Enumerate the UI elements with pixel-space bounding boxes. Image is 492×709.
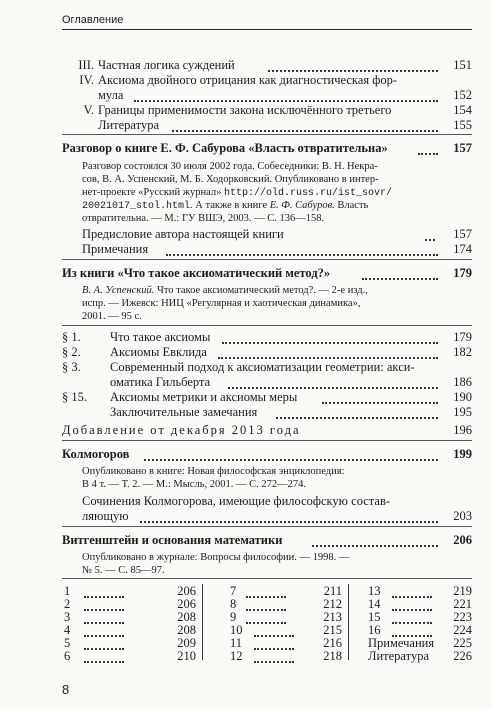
desc-line: испр. — Ижевск: НИЦ «Регулярная и хаотическая динамика», <box>82 298 361 309</box>
running-header: Оглавление <box>62 14 472 30</box>
leader-dots <box>172 129 438 132</box>
leader-dots <box>84 634 124 637</box>
index-number: 13 <box>368 584 381 598</box>
index-page: 226 <box>453 649 472 663</box>
desc-line: отвратительна. — М.: ГУ ВШЭ, 2003. — С. 136—158. <box>82 213 325 224</box>
index-page: 223 <box>453 610 472 624</box>
index-page: 224 <box>453 623 472 637</box>
entry-title: Аксиома двойного отрицания как диагностическая фор- <box>98 73 397 87</box>
leader-dots <box>84 660 124 663</box>
index-number: 6 <box>64 649 71 663</box>
leader-dots <box>84 595 124 598</box>
leader-dots <box>392 608 432 611</box>
leader-dots <box>166 253 438 256</box>
desc-line: Разговор состоялся 30 июля 2002 года. Собеседники: В. Н. Некра- <box>82 161 378 172</box>
leader-dots <box>218 356 438 359</box>
index-page: 218 <box>323 649 342 663</box>
entry-page: 174 <box>453 242 472 256</box>
entry-num: § 3. <box>62 360 81 374</box>
leader-dots <box>228 386 438 389</box>
index-number: Примечания <box>368 636 435 650</box>
desc-line: В. А. Успенский. Что такое аксиоматический метод?. — 2-е изд., <box>82 285 368 296</box>
entry-num: IV. <box>79 73 94 87</box>
leader-dots <box>84 621 124 624</box>
entry-num: III. <box>78 58 94 72</box>
leader-dots <box>84 608 124 611</box>
leader-dots <box>254 634 294 637</box>
entry-page: 186 <box>453 375 472 389</box>
entry-num: § 15. <box>62 390 87 404</box>
desc-line: 20021017_stol.html. А также в книге Е. Ф. Сабуров. Власть <box>82 200 369 212</box>
leader-dots <box>222 341 438 344</box>
index-page: 208 <box>177 623 196 637</box>
leader-dots <box>392 621 432 624</box>
index-page: 211 <box>323 584 342 598</box>
leader-dots <box>254 647 294 650</box>
index-page: 219 <box>453 584 472 598</box>
page-number: 8 <box>62 682 70 697</box>
column-divider <box>348 584 349 660</box>
entry-page: 152 <box>453 88 472 102</box>
index-number: 16 <box>368 623 381 637</box>
entry-page: 196 <box>453 423 472 437</box>
entry-title: Заключительные замечания <box>110 405 258 419</box>
index-number: Литература <box>368 649 429 663</box>
desc-line: сов, В. А. Успенский, М. Б. Ходорковский. Опубликовано в интер- <box>82 174 379 185</box>
entry-title: Литература <box>98 118 159 132</box>
index-number: 4 <box>64 623 71 637</box>
divider <box>62 134 472 135</box>
entry-title: мула <box>98 88 124 102</box>
section-title: Из книги «Что такое аксиоматический метод?» <box>62 266 331 280</box>
divider <box>62 526 472 527</box>
entry-num: V. <box>83 103 94 117</box>
index-number: 12 <box>230 649 243 663</box>
index-page: 208 <box>177 610 196 624</box>
entry-page: 157 <box>453 227 472 241</box>
index-number: 8 <box>230 597 237 611</box>
entry-title: Примечания <box>82 242 149 256</box>
entry-page: 190 <box>453 390 472 404</box>
leader-dots <box>246 608 286 611</box>
entry-title: оматика Гильберта <box>110 375 211 389</box>
entry-page: 195 <box>453 405 472 419</box>
section-page: 206 <box>453 533 472 547</box>
divider <box>62 325 472 326</box>
leader-dots <box>312 544 438 547</box>
index-number: 3 <box>64 610 71 624</box>
leader-dots <box>268 69 438 72</box>
index-page: 206 <box>177 597 196 611</box>
divider <box>62 259 472 260</box>
addendum-title: Добавление от декабря 2013 года <box>62 423 301 437</box>
index-page: 221 <box>453 597 472 611</box>
leader-dots <box>144 458 438 461</box>
index-page: 209 <box>177 636 196 650</box>
index-number: 15 <box>368 610 381 624</box>
index-number: 7 <box>230 584 237 598</box>
leader-dots <box>134 99 438 102</box>
section-page: 157 <box>453 141 472 155</box>
index-page: 216 <box>323 636 342 650</box>
entry-title: Что такое аксиомы <box>110 330 211 344</box>
index-page: 212 <box>323 597 342 611</box>
leader-dots <box>276 416 438 419</box>
leader-dots <box>254 660 294 663</box>
entry-title: Современный подход к аксиоматизации геометрии: акси- <box>110 360 415 374</box>
entry-title: Сочинения Колмогорова, имеющие философскую состав- <box>82 494 391 508</box>
divider <box>62 440 472 441</box>
entry-num: § 2. <box>62 345 81 359</box>
leader-dots <box>362 277 438 280</box>
entry-title: Частная логика суждений <box>98 58 235 72</box>
entry-page: 154 <box>453 103 472 117</box>
column-divider <box>202 584 203 660</box>
index-number: 10 <box>230 623 243 637</box>
index-page: 215 <box>323 623 342 637</box>
leader-dots <box>392 595 432 598</box>
index-number: 11 <box>230 636 243 650</box>
entry-title: Границы применимости закона исключённого третьего <box>98 103 392 117</box>
leader-dots <box>84 647 124 650</box>
leader-dots <box>246 621 286 624</box>
leader-dots <box>140 520 438 523</box>
section-page: 179 <box>453 266 472 280</box>
entry-title: ляющую <box>82 509 129 523</box>
section-title: Разговор о книге Е. Ф. Сабурова «Власть отвратительна» <box>62 141 388 155</box>
leader-dots <box>322 401 438 404</box>
section-title: Колмогоров <box>62 447 130 461</box>
leader-dots <box>246 595 286 598</box>
section-page: 199 <box>453 447 472 461</box>
desc-line: Опубликовано в книге: Новая философская энциклопедия: <box>82 466 345 477</box>
index-number: 1 <box>64 584 71 598</box>
entry-page: 179 <box>453 330 472 344</box>
index-page: 206 <box>177 584 196 598</box>
index-number: 5 <box>64 636 71 650</box>
entry-page: 182 <box>453 345 472 359</box>
desc-line: нет-проекте «Русский журнал» http://old.russ.ru/ist_sovr/ <box>82 187 393 199</box>
index-page: 213 <box>323 610 342 624</box>
leader-dots <box>425 238 435 241</box>
entry-page: 155 <box>453 118 472 132</box>
index-page: 225 <box>453 636 472 650</box>
index-number: 2 <box>64 597 71 611</box>
entry-title: Предисловие автора настоящей книги <box>82 227 284 241</box>
desc-line: В 4 т. — Т. 2. — М.: Мысль, 2001. — С. 272—274. <box>82 479 307 490</box>
entry-page: 203 <box>453 509 472 523</box>
desc-line: 2001. — 95 с. <box>82 311 142 322</box>
entry-page: 151 <box>453 58 472 72</box>
section-title: Витгенштейн и основания математики <box>62 533 283 547</box>
index-number: 14 <box>368 597 381 611</box>
entry-title: Аксиомы Евклида <box>110 345 207 359</box>
index-page: 210 <box>177 649 196 663</box>
desc-line: Опубликовано в журнале: Вопросы философии. — 1998. — <box>82 552 350 563</box>
entry-title: Аксиомы метрики и аксиомы меры <box>110 390 298 404</box>
desc-line: № 5. — С. 85—97. <box>82 565 165 576</box>
leader-dots <box>418 152 438 155</box>
entry-num: § 1. <box>62 330 81 344</box>
divider <box>62 578 472 579</box>
index-number: 9 <box>230 610 237 624</box>
